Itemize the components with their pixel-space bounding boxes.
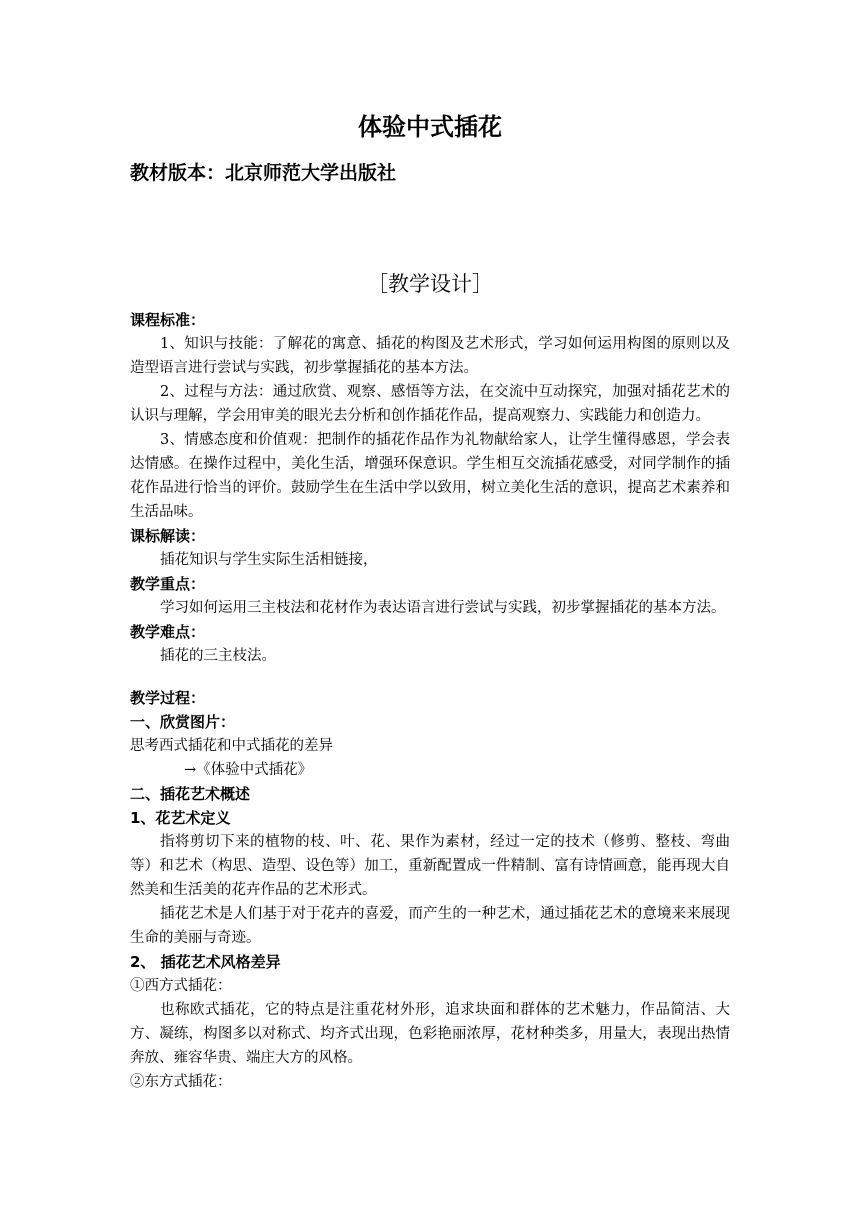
- document-title: 体验中式插花: [358, 113, 502, 141]
- section-title: ［教学设计］: [367, 272, 493, 296]
- process-heading: 教学过程：: [130, 689, 206, 707]
- sub1-heading: 1、花艺术定义: [130, 809, 231, 827]
- interpretation-heading: 课标解读：: [130, 527, 206, 545]
- key-point-heading: 教学重点：: [130, 575, 206, 593]
- part2-heading: 二、插花艺术概述: [130, 785, 251, 803]
- west-text: 也称欧式插花，它的特点是注重花材外形，追求块面和群体的艺术魅力，作品简洁、大方、凝练，构图多以对称式、均齐式出现，色彩艳丽浓厚，花材种类多，用量大，表现出热情奔放、雍容华贵、端庄大方的风格。: [130, 1002, 730, 1066]
- east-heading: ②东方式插花：: [130, 1074, 232, 1090]
- part1-text: 思考西式插花和中式插花的差异: [130, 738, 333, 754]
- difficulty-text: 插花的三主枝法。: [160, 648, 276, 664]
- standard-paragraph-3: 3、情感态度和价值观：把制作的插花作品作为礼物献给家人，让学生懂得感恩，学会表达情感。在操作过程中，美化生活，增强环保意识。学生相互交流插花感受，对同学制作的插花作品进行恰当的评价。鼓励学生在生活中学以致用，树立美化生活的意识，提高艺术素养和生活品味。: [130, 432, 730, 520]
- spacer: [130, 668, 730, 686]
- sub1-paragraph-2: 插花艺术是人们基于对于花卉的喜爱，而产生的一种艺术，通过插花艺术的意境来来展现生命的美丽与奇迹。: [130, 906, 730, 946]
- edition-line: 教材版本：北京师范大学出版社: [130, 162, 397, 184]
- sub1-paragraph-1: 指将剪切下来的植物的枝、叶、花、果作为素材，经过一定的技术（修剪、整枝、弯曲等）和艺术（构思、造型、设色等）加工，重新配置成一件精制、富有诗情画意，能再现大自然美和生活美的花卉作品的艺术形式。: [130, 834, 730, 898]
- key-point-text: 学习如何运用三主枝法和花材作为表达语言进行尝试与实践，初步掌握插花的基本方法。: [160, 600, 726, 616]
- interpretation-text: 插花知识与学生实际生活相链接，: [160, 552, 378, 568]
- standard-paragraph-2: 2、过程与方法：通过欣赏、观察、感悟等方法，在交流中互动探究，加强对插花艺术的认识与理解，学会用审美的眼光去分析和创作插花作品，提高观察力、实践能力和创造力。: [130, 384, 730, 424]
- standard-paragraph-1: 1、知识与技能：了解花的寓意、插花的构图及艺术形式，学习如何运用构图的原则以及造型语言进行尝试与实践，初步掌握插花的基本方法。: [130, 336, 730, 376]
- curriculum-standard-heading: 课程标准：: [130, 311, 206, 329]
- west-heading: ①西方式插花：: [130, 978, 232, 994]
- part1-heading: 一、欣赏图片：: [130, 713, 236, 731]
- part1-arrow-text: →《体验中式插花》: [184, 762, 313, 778]
- document-body: [130, 308, 730, 1094]
- difficulty-heading: 教学难点：: [130, 623, 206, 641]
- sub2-heading: 2、 插花艺术风格差异: [130, 953, 281, 971]
